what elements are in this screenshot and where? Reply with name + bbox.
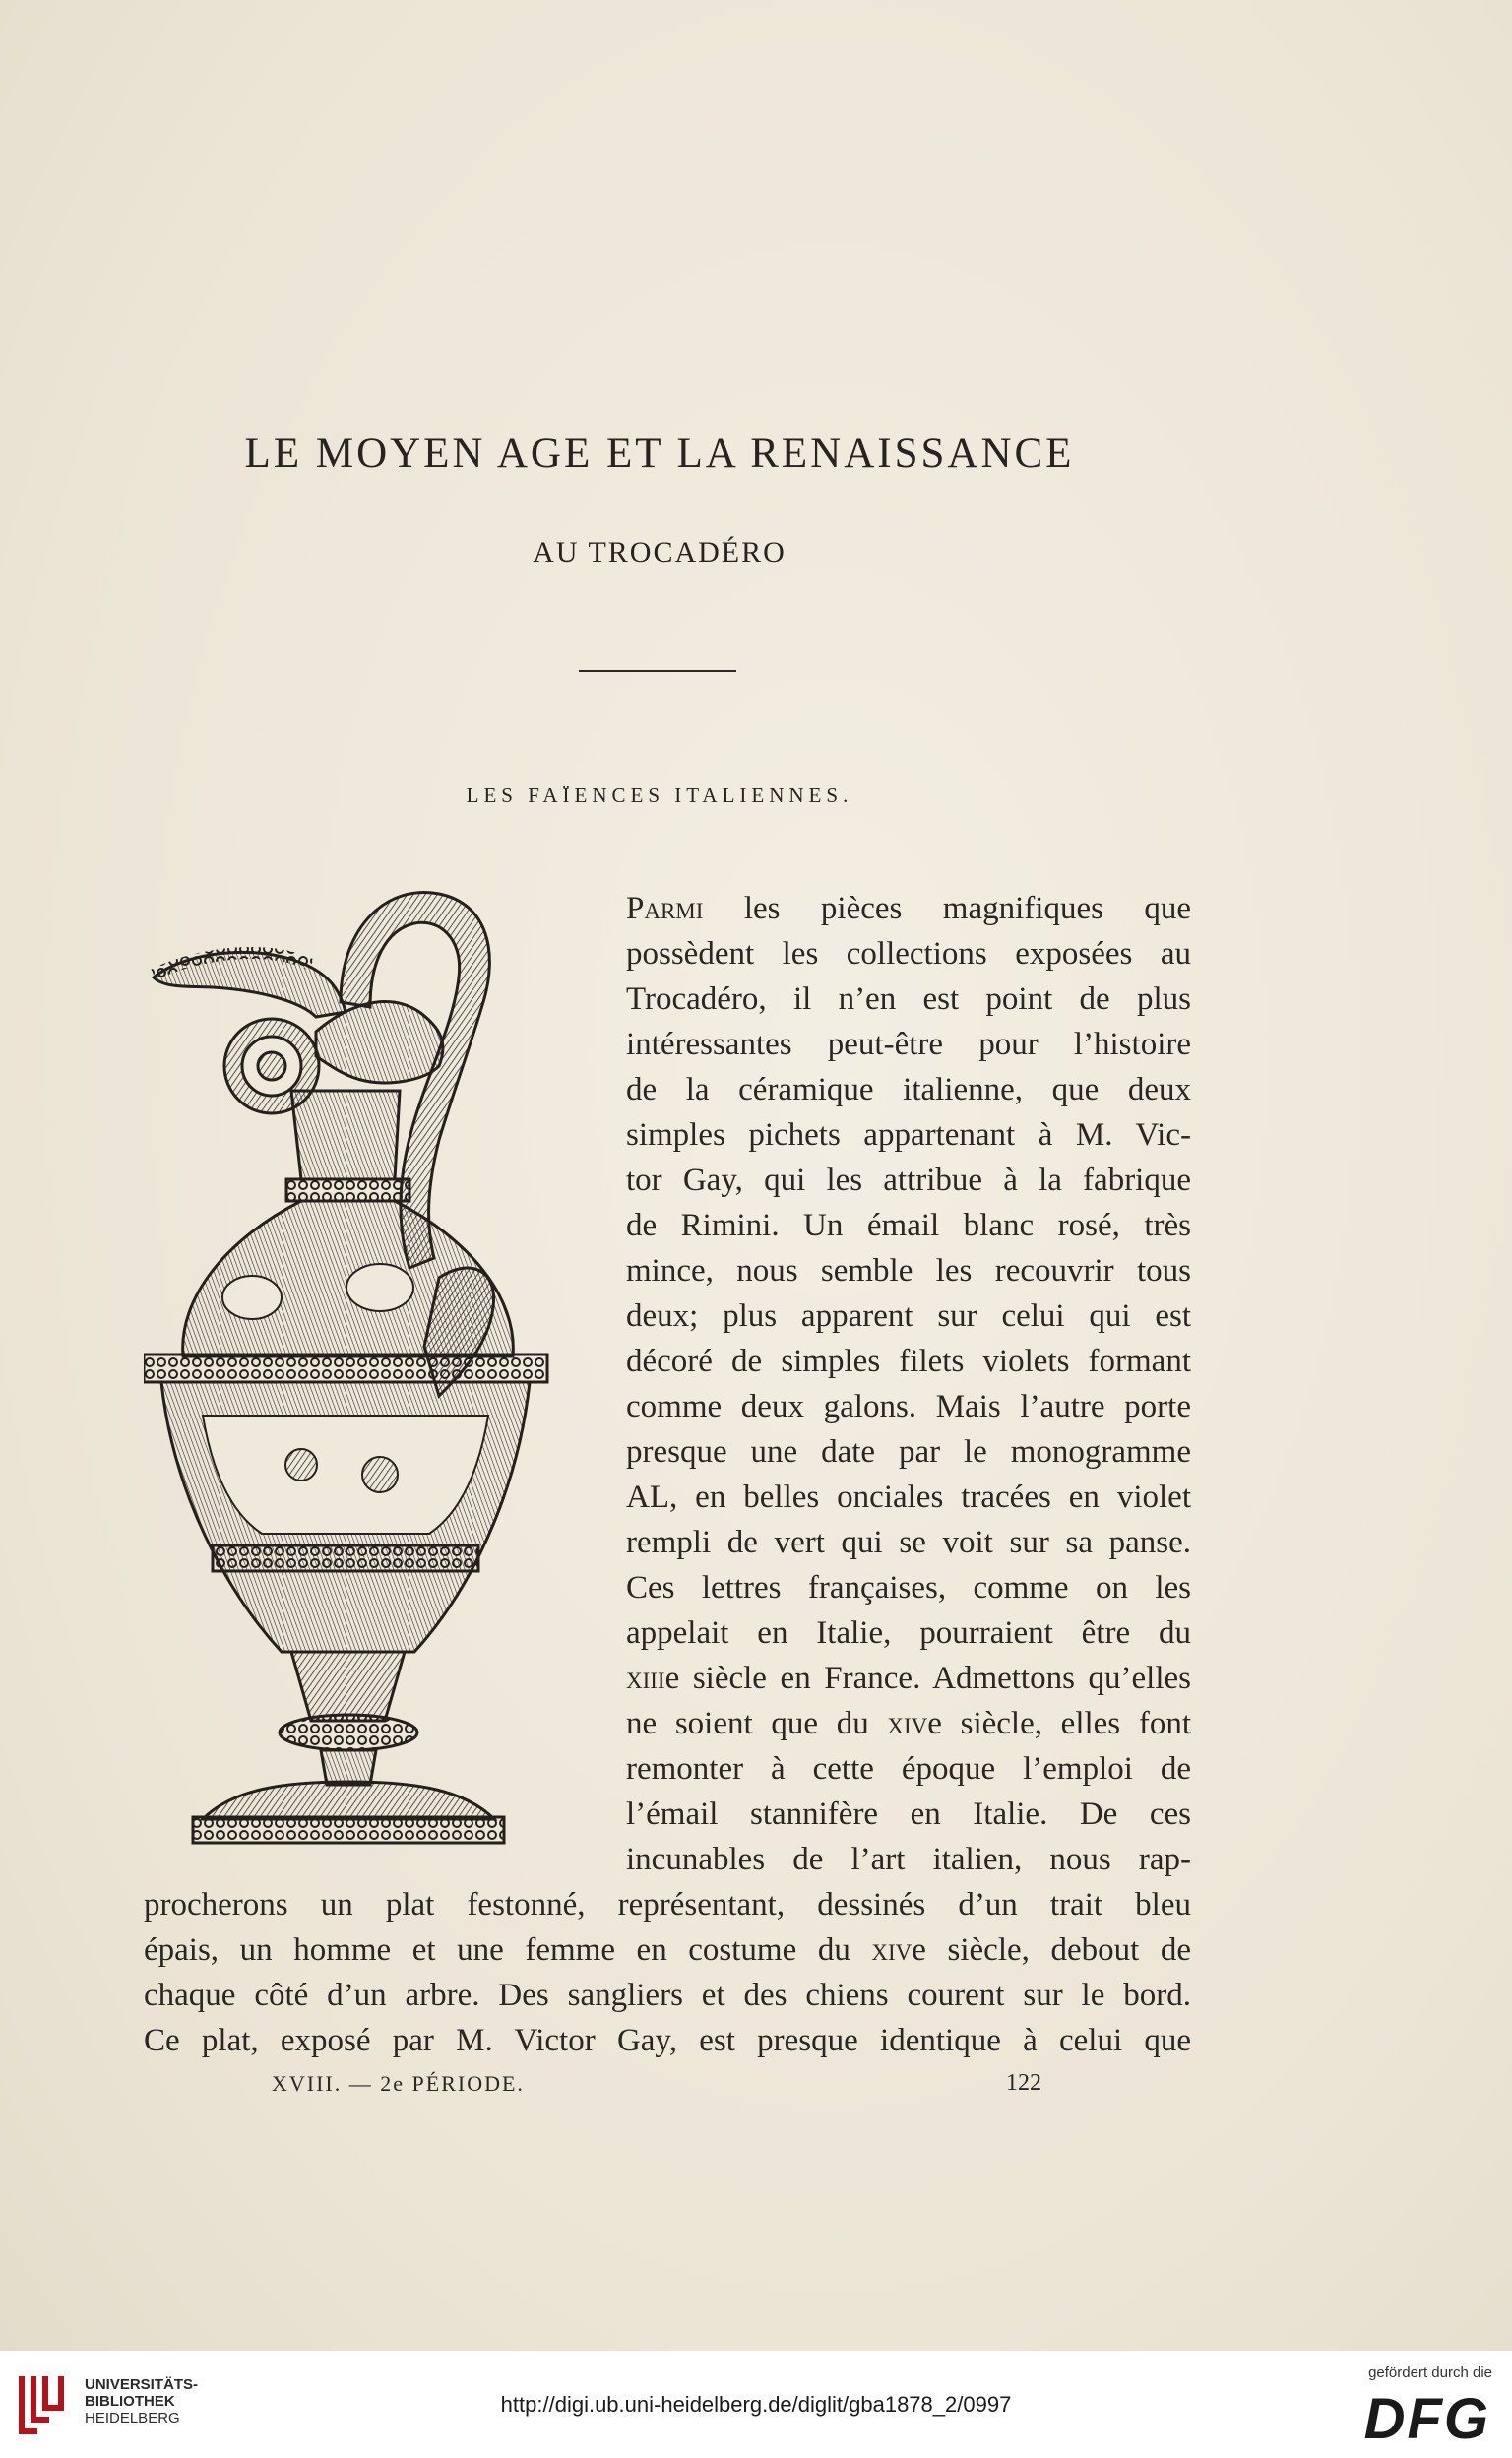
- text-run: appelait en Italie, pourraient être du: [626, 1615, 1191, 1651]
- text-run: l’émail stannifère en Italie. De ces: [626, 1796, 1191, 1832]
- library-name-line3: HEIDELBERG: [85, 2410, 180, 2426]
- article-title: LE MOYEN AGE ET LA RENAISSANCE: [244, 430, 1075, 476]
- page-number: 122: [1006, 2070, 1041, 2096]
- small-caps-run: xiii: [626, 1661, 665, 1696]
- text-line: [626, 1746, 1191, 1792]
- small-caps-run: Parmi: [626, 891, 704, 926]
- text-run: ne soient que du: [626, 1706, 888, 1741]
- article-subtitle: AU TROCADÉRO: [533, 536, 787, 569]
- library-name-line2: BIBLIOTHEK: [85, 2393, 175, 2410]
- text-line: [626, 886, 1191, 931]
- text-run: e siècle, debout de: [912, 1932, 1191, 1968]
- text-line: [626, 1203, 1191, 1248]
- text-line: [626, 1837, 1191, 1882]
- text-line: [626, 1701, 1191, 1746]
- text-line: [626, 1475, 1191, 1520]
- text-line: [626, 1656, 1191, 1701]
- text-line: [626, 1520, 1191, 1565]
- text-run: e siècle en France. Admettons qu’elles: [664, 1661, 1191, 1696]
- bottom-bar: [0, 2351, 1512, 2458]
- text-line: [144, 1927, 1191, 1973]
- text-run: deux; plus apparent sur celui qui est: [626, 1298, 1191, 1334]
- text-run: intéressantes peut-être pour l’histoire: [626, 1027, 1191, 1062]
- text-line: [626, 1429, 1191, 1475]
- text-run: procherons un plat festonné, représentant, dessinés d’un trait bleu: [144, 1887, 1191, 1922]
- text-run: comme deux galons. Mais l’autre porte: [626, 1389, 1191, 1424]
- text-run: chaque côté d’un arbre. Des sangliers et des chiens courent sur le bord.: [144, 1978, 1191, 2013]
- text-line: [626, 1158, 1191, 1203]
- text-run: AL, en belles onciales tracées en violet: [626, 1480, 1191, 1515]
- section-heading: LES FAÏENCES ITALIENNES.: [466, 784, 853, 807]
- text-line: [626, 1565, 1191, 1610]
- text-line: [626, 977, 1191, 1022]
- title-divider: [579, 670, 736, 672]
- text-line: [626, 1293, 1191, 1339]
- text-line: [626, 931, 1191, 977]
- text-run: mince, nous semble les recouvrir tous: [626, 1253, 1191, 1289]
- text-run: possèdent les collections exposées au: [626, 936, 1191, 972]
- text-run: décoré de simples filets violets formant: [626, 1344, 1191, 1379]
- small-caps-run: xiv: [887, 1706, 928, 1741]
- text-line: [626, 1022, 1191, 1067]
- text-run: Ces lettres françaises, comme on les: [626, 1570, 1191, 1606]
- dfg-logo: DFG: [1363, 2387, 1490, 2451]
- body-column: [626, 886, 1191, 1882]
- text-line: [626, 1610, 1191, 1656]
- text-run: les pièces magnifiques que: [703, 891, 1191, 926]
- text-run: Trocadéro, il n’en est point de plus: [626, 981, 1191, 1017]
- footer-volume: XVIII. — 2e PÉRIODE.: [272, 2071, 525, 2096]
- text-line: [626, 1067, 1191, 1112]
- text-line: [626, 1384, 1191, 1429]
- bleed-through-text: [118, 177, 1191, 225]
- text-run: de la céramique italienne, que deux: [626, 1072, 1191, 1107]
- text-run: Ce plat, exposé par M. Victor Gay, est presque identique à celui que: [144, 2023, 1191, 2058]
- text-run: épais, un homme et une femme en costume du: [144, 1932, 872, 1968]
- body-full-width: [144, 1882, 1191, 2063]
- text-line: [626, 1112, 1191, 1158]
- text-line: [144, 2018, 1191, 2063]
- text-run: tor Gay, qui les attribue à la fabrique: [626, 1163, 1191, 1198]
- source-url[interactable]: http://digi.ub.uni-heidelberg.de/diglit/gba1878_2/0997: [500, 2392, 1012, 2417]
- ewer-illustration: [144, 884, 606, 1859]
- text-line: [626, 1792, 1191, 1837]
- text-line: [626, 1339, 1191, 1384]
- text-line: [144, 1973, 1191, 2018]
- text-run: simples pichets appartenant à M. Vic-: [626, 1117, 1191, 1153]
- text-run: de Rimini. Un émail blanc rosé, très: [626, 1208, 1191, 1243]
- text-run: incunables de l’art italien, nous rap-: [626, 1842, 1191, 1877]
- text-run: remonter à cette époque l’emploi de: [626, 1751, 1191, 1787]
- text-run: rempli de vert qui se voit sur sa panse.: [626, 1525, 1191, 1560]
- text-line: [626, 1248, 1191, 1293]
- text-run: presque une date par le monogramme: [626, 1434, 1191, 1470]
- small-caps-run: xiv: [871, 1932, 913, 1968]
- library-name-line1: UNIVERSITÄTS-: [85, 2376, 199, 2393]
- text-run: e siècle, elles font: [927, 1706, 1191, 1741]
- text-line: [144, 1882, 1191, 1927]
- dfg-caption: gefördert durch die: [1368, 2364, 1492, 2381]
